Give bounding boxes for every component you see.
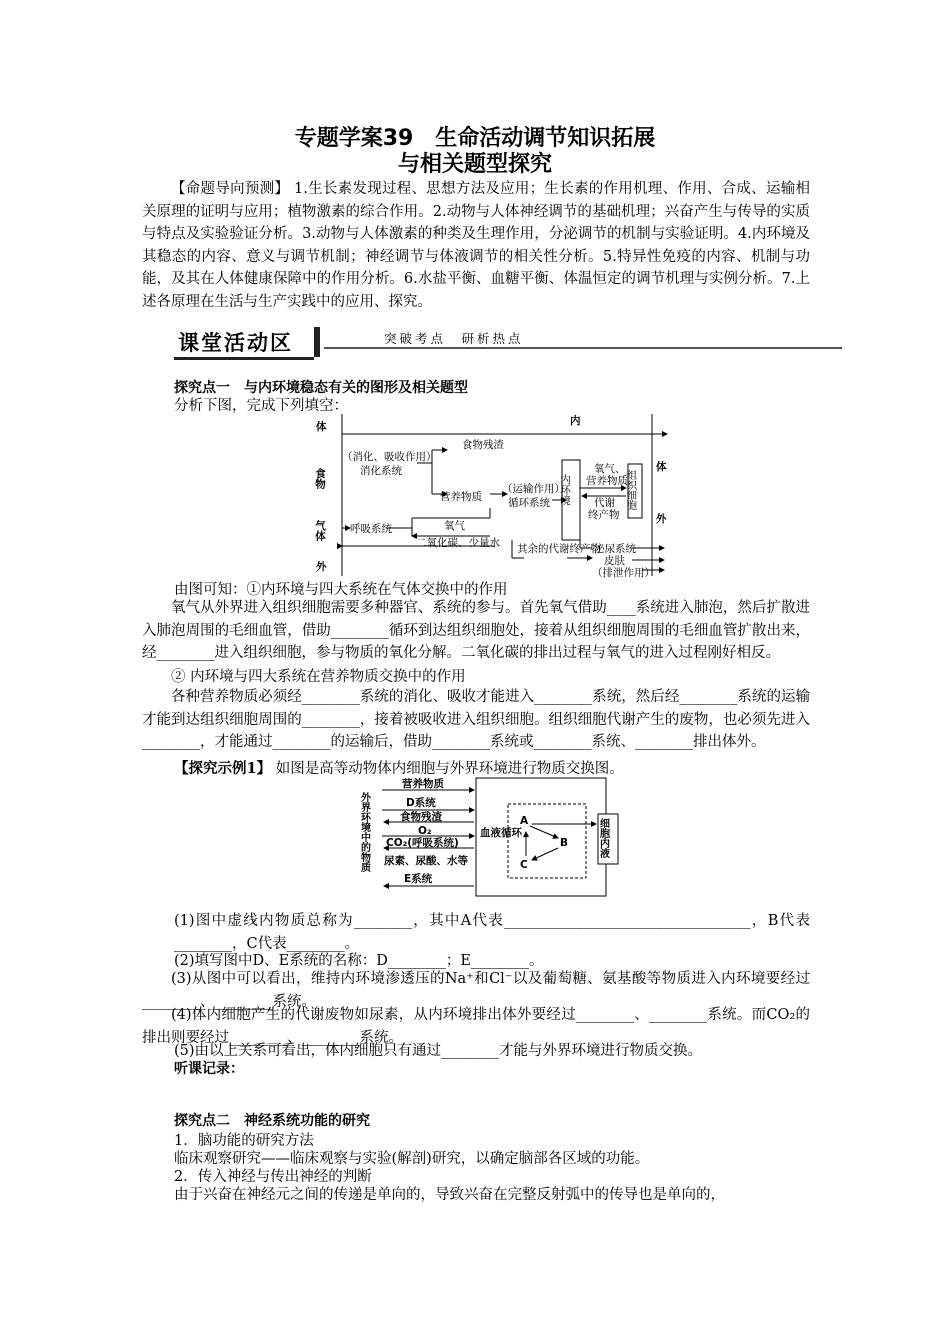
banner-label: 课堂活动区 [174,329,314,360]
internal-environment-diagram [312,408,674,580]
d1-o2-1: 氧气、 [594,463,626,475]
section2-s2: 2．传入神经与传出神经的判断 [174,1169,372,1185]
d1-metab-2: 终产物 [588,509,620,521]
section2-heading: 探究点二 神经系统功能的研究 [174,1113,370,1129]
d2-a: A [520,815,529,827]
question-5: (5)由以上关系可看出，体内细胞只有通过________才能与外界环境进行物质交换。 [174,1043,703,1059]
d2-residue: 食物残渣 [400,811,442,823]
d1-food: 食物 [314,468,326,489]
d1-internal-env: 内环境 [559,474,571,506]
question-2: (2)填写图中D、E系统的名称：D________；E________。 [174,953,544,969]
d1-body-out-right: 体 [656,461,667,473]
section2-s1-text: 临床观察研究——临床观察与实验(解剖)研究，以确定脑部各区域的功能。 [174,1151,650,1167]
d2-co2: CO₂(呼吸系统) [386,837,459,849]
d1-transport-note: （运输作用） [502,483,565,495]
d2-c: C [520,859,528,871]
analysis1-p2: 氧气从外界进入组织细胞需要多种器官、系统的参与。首先氧气借助____系统进入肺泡，然后扩散进入肺泡周围的毛细血管，借助________循环到达组织细胞处，接着从组织细胞周围的毛细血管扩散出来，经________进入组织细胞，参与物质的氧化分解。二氧化碳的排出过程与氧气的进入过程刚好相反。 [142,600,810,661]
d1-circulation: 循环系统 [508,497,550,509]
d1-skin: 皮肤 [604,555,625,567]
d2-b: B [560,837,569,849]
d2-nutrients: 营养物质 [402,778,444,790]
intro-paragraph: 【命题导向预测】 1.生长素发现过程、思想方法及应用；生长素的作用机理、作用、合成、运输相关原理的证明与应用；植物激素的综合作用。2.动物与人体神经调节的基础机理；兴奋产生与传导的实质与特点及实验验证分析。3.动物与人体激素的种类及生理作用，分泌调节的机制与实验证明。4.内环境及其稳态的内容、意义与调节机制；神经调节与体液调节的相关性分析。5.特异性免疫的内容、机制与功能，及其在人体健康保障中的作用分析。6.水盐平衡、血糖平衡、体温恒定的调节机理与实例分析。7.上述各原理在生活与生产实践中的应用、探究。 [142,181,810,310]
question-1: (1)图中虚线内物质总称为________，其中A代表__________________________________，B代表________，C代表________。 [174,913,810,952]
analysis1-p1: 由图可知：①内环境与四大系统在气体交换中的作用 [174,582,508,598]
question-3: (3)从图中可以看出，维持内环境渗透压的Na⁺和Cl⁻以及葡萄糖、氨基酸等物质进入内环境要经过________、________系统。 [142,971,810,1010]
d1-nutrients: 营养物质 [440,491,482,503]
d1-o2-2: 营养物质 [586,475,628,487]
section2-s2-text: 由于兴奋在神经元之间的传递是单向的，导致兴奋在完整反射弧中的传导也是单向的， [174,1187,725,1203]
section1-instruction: 分析下图，完成下列填空： [174,398,348,414]
example1-text: 如图是高等动物体内细胞与外界环境进行物质交换图。 [271,761,624,777]
d2-urea: 尿素、尿酸、水等 [384,855,468,867]
d1-excretion-note: （排泄作用） [592,567,655,579]
d1-digest-note: （消化、吸收作用） [342,451,437,463]
d2-o2: O₂ [418,825,432,837]
section2-s1: 1．脑功能的研究方法 [174,1133,314,1149]
material-exchange-diagram [358,776,624,900]
d1-digest-sys: 消化系统 [360,465,402,477]
d1-outer-right: 外 [656,513,667,525]
d1-outer-left: 外 [316,561,327,573]
d1-residue: 食物残渣 [462,439,504,451]
d2-e-sys: E系统 [404,873,433,885]
page-title: 专题学案39 生命活动调节知识拓展 [294,126,656,151]
section-banner [174,323,842,361]
d1-urinary: 泌尿系统 [594,543,636,555]
page-subtitle: 与相关题型探究 [397,152,552,177]
d1-gas: 气体 [314,520,326,541]
d1-inner: 内 [570,415,581,427]
analysis1-p4: 各种营养物质必须经________系统的消化、吸收才能进入________系统，然后经________系统的运输才能到达组织细胞周围的________，接着被吸收进入组织细胞。组织细胞代谢产生的废物，也必须先进入________，才能通过________的运输后，借助________系统或________系统、________排出体外。 [142,689,810,750]
d1-oxygen: 氧气 [444,520,465,532]
question-4: (4)体内细胞产生的代谢废物如尿素，从内环境排出体外要经过________、________系统。而CO₂的排出则要经过________、________系统。 [142,1007,810,1046]
d2-intracellular: 细胞内液 [597,818,609,858]
d1-metab-waste: 其余的代谢终产物 [517,543,601,555]
d2-d-sys: D系统 [406,797,436,809]
d1-tissue-cells: 组织细胞 [624,470,636,510]
d1-metab-1: 代谢 [594,497,615,509]
d1-body-in: 体 [316,421,327,433]
analysis1-p3: ② 内环境与四大系统在营养物质交换中的作用 [171,669,466,685]
d2-outside: 外界环境中的物质 [358,792,370,872]
d2-blood: 血液循环 [480,827,522,839]
d1-co2-water: 二氧化碳、少量水 [416,537,500,549]
d1-resp-sys: 呼吸系统 [350,523,392,535]
section1-heading: 探究点一 与内环境稳态有关的图形及相关题型 [174,380,468,396]
notes-label: 听课记录： [174,1061,244,1077]
banner-subtitle: 突破考点 研析热点 [384,331,524,346]
example1-label: 【探究示例1】 [174,760,272,777]
